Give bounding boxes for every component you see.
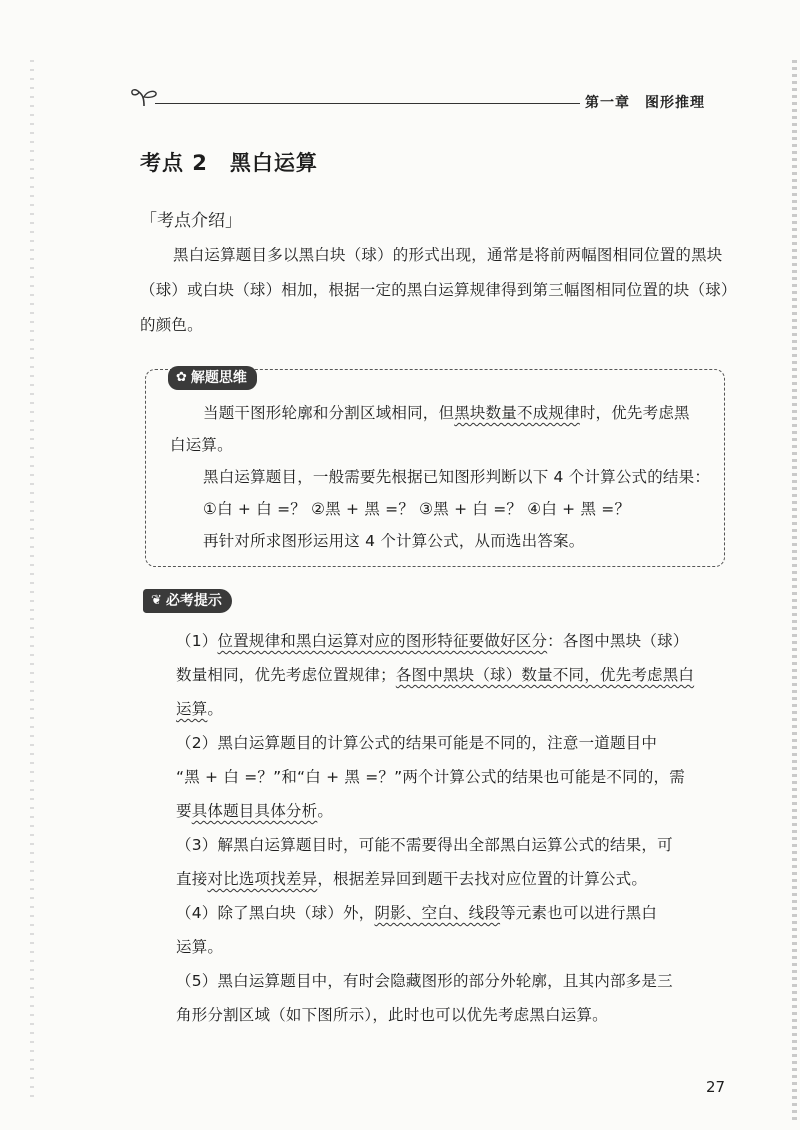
note-1-end: 。 (207, 700, 224, 718)
note-3-line-2a: 直接 (176, 870, 208, 888)
note-1-line-3 (176, 692, 223, 727)
tip-emphasis: 黑块数量不成规律 (454, 404, 580, 422)
note-2-emphasis: 具体题目具体分析 (191, 802, 318, 820)
intro-line-2: （球）或白块（球）相加，根据一定的黑白运算规律得到第三幅图相同位置的块（球） (140, 281, 737, 299)
note-1-num: （1） (176, 632, 218, 650)
intro-heading: 「考点介绍」 (140, 211, 242, 231)
note-2-line-3c: 。 (317, 802, 334, 820)
tip-line-1a: 当题干图形轮廓和分割区域相同，但 (203, 404, 455, 422)
note-5-line-2: 角形分割区域（如下图所示），此时也可以优先考虑黑白运算。 (176, 1006, 608, 1024)
tip-line-1c: 时，优先考虑黑 (579, 404, 690, 422)
header-rule (155, 103, 580, 104)
note-3-line-2c: ，根据差异回到题干去找对应位置的计算公式。 (317, 870, 648, 888)
notes-badge (143, 589, 232, 613)
note-3-emphasis: 对比选项找差异 (207, 870, 318, 888)
chapter-title: 第一章 图形推理 (585, 95, 705, 111)
note-1-line-1 (176, 624, 688, 659)
page-number: 27 (706, 1078, 726, 1096)
tip-line-1 (203, 396, 690, 431)
note-1-emphasis-c: 运算 (176, 700, 208, 718)
note-1-emphasis-b: 各图中黑块（球）数量不同，优先考虑黑白 (395, 666, 695, 684)
note-1-rest: ：各图中黑块（球） (547, 632, 689, 650)
note-4-line-1 (176, 896, 657, 931)
note-4-line-1c: 等元素也可以进行黑白 (500, 904, 658, 922)
thinking-icon: ✿ (176, 370, 187, 385)
note-4-line-2: 运算。 (176, 938, 224, 956)
note-3-line-1: （3）解黑白运算题目时，可能不需要得出全部黑白运算公式的结果，可 (176, 836, 673, 854)
tip-badge (168, 366, 257, 390)
note-2-line-3a: 要 (176, 802, 192, 820)
leaf-icon: ❦ (151, 593, 162, 608)
note-1-line-2a: 数量相同，优先考虑位置规律； (176, 666, 396, 684)
tip-line-3: 黑白运算题目，一般需要先根据已知图形判断以下 4 个计算公式的结果： (203, 468, 711, 486)
note-2-line-3 (176, 794, 333, 829)
note-4-line-1a: （4）除了黑白块（球）外， (176, 904, 375, 922)
note-5-line-1: （5）黑白运算题目中，有时会隐藏图形的部分外轮廓，且其内部多是三 (176, 972, 673, 990)
tip-formulas: ①白 + 白 =？ ②黑 + 黑 =？ ③黑 + 白 =？ ④白 + 黑 =？ (203, 500, 631, 518)
tip-line-2: 白运算。 (170, 436, 233, 454)
note-1-emphasis-a: 位置规律和黑白运算对应的图形特征要做好区分 (217, 632, 548, 650)
note-3-line-2 (176, 862, 647, 897)
note-1-line-2 (176, 658, 694, 693)
sprout-icon (130, 85, 158, 107)
note-2-line-1: （2）黑白运算题目的计算公式的结果可能是不同的，注意一道题目中 (176, 734, 658, 752)
note-2-line-2: “黑 + 白 =？”和“白 + 黑 =？”两个计算公式的结果也可能是不同的，需 (176, 768, 685, 786)
tip-badge-label: 解题思维 (190, 370, 247, 386)
intro-line-1: 黑白运算题目多以黑白块（球）的形式出现，通常是将前两幅图相同位置的黑块 (173, 246, 723, 264)
tip-line-5: 再针对所求图形运用这 4 个计算公式，从而选出答案。 (203, 532, 585, 550)
intro-line-3: 的颜色。 (140, 316, 203, 334)
scan-edge-left (30, 60, 34, 1100)
scan-edge-right (792, 60, 797, 1120)
note-4-emphasis: 阴影、空白、线段 (374, 904, 501, 922)
section-title: 考点 2 黑白运算 (140, 151, 318, 175)
notes-badge-label: 必考提示 (165, 593, 222, 609)
